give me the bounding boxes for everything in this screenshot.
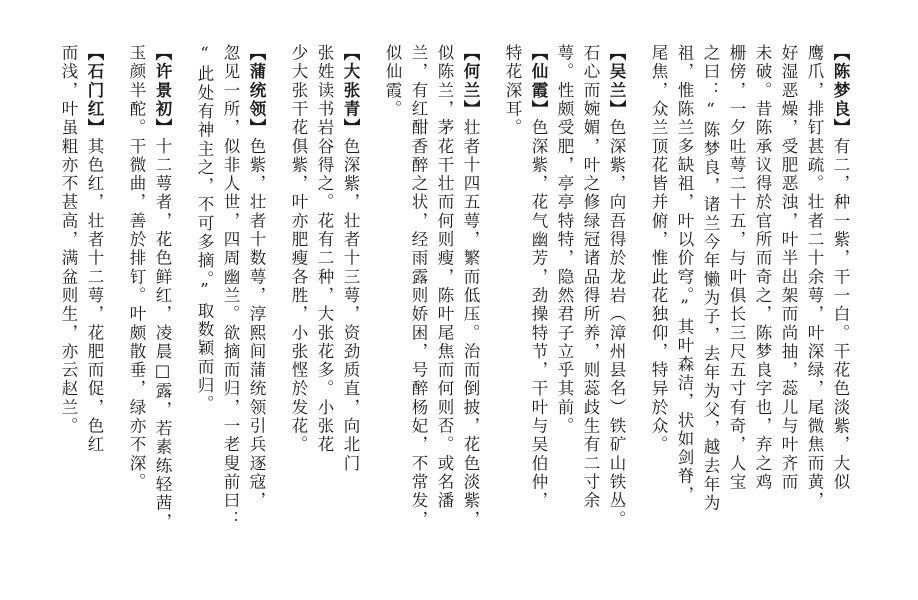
entry-heading: 【何兰】 bbox=[461, 44, 480, 119]
column-text: 兰，有红酣香醉之状，经雨露则娇困，号醉杨妃，不常发， bbox=[409, 44, 428, 529]
column-text: 祖，惟陈兰多缺祖，叶以价穹。”其叶森洁，状如剑脊， bbox=[675, 44, 694, 505]
entry-heading: 【蒲统领】 bbox=[247, 44, 266, 138]
text-column-23 bbox=[192, 44, 216, 574]
text-column-26 bbox=[82, 44, 106, 574]
column-text: 其色红，壮者十二萼，花肥而促，色红 bbox=[85, 137, 104, 455]
text-column-9 bbox=[604, 44, 628, 574]
column-text: 栅傍，一夕吐萼二十五，与叶俱长三尺五寸有奇，人宝 bbox=[727, 44, 746, 492]
text-column-8 bbox=[646, 44, 670, 574]
text-column-24 bbox=[150, 44, 174, 574]
column-text: 忽见一所，似非人世，四周幽兰。欲摘而归，一老叟前曰： bbox=[221, 44, 240, 529]
entry-heading: 【许景初】 bbox=[153, 44, 172, 138]
column-text: 十二萼者，花色鲜红，凌晨□露，若素练轻茜， bbox=[153, 137, 172, 532]
text-column-11 bbox=[552, 44, 576, 574]
text-column-19 bbox=[312, 44, 336, 574]
text-column-21 bbox=[244, 44, 268, 574]
column-text: “此处有神主之，不可多摘。”取数颖而归。 bbox=[195, 44, 214, 414]
text-column-2 bbox=[802, 44, 826, 574]
column-text: 色深紫，向吾得於龙岩（漳州县名）铁矿山铁丛。 bbox=[607, 118, 626, 529]
text-column-12 bbox=[526, 44, 550, 574]
column-text: 似陈兰，茅花干壮而何则瘦，陈叶尾焦而何则否。或名潘 bbox=[435, 44, 454, 511]
text-column-18 bbox=[338, 44, 362, 574]
text-column-5 bbox=[724, 44, 748, 574]
column-text: 色深紫，壮者十三萼，资劲质直，向北门 bbox=[341, 137, 360, 473]
text-column-22 bbox=[218, 44, 242, 574]
column-text: 玉颜半酡。干微曲，善於排钉。叶颇散垂，绿亦不深。 bbox=[127, 44, 146, 492]
text-column-27 bbox=[56, 44, 80, 574]
text-column-25 bbox=[124, 44, 148, 574]
text-column-14 bbox=[458, 44, 482, 574]
column-text: 似仙霞。 bbox=[383, 44, 402, 119]
text-column-16 bbox=[406, 44, 430, 574]
text-column-13 bbox=[500, 44, 524, 574]
text-column-3 bbox=[776, 44, 800, 574]
column-text: 色紫，壮者十数萼，淳熙间蒲统领引兵逐寇， bbox=[247, 137, 266, 511]
column-text: 尾焦，众兰顶花皆并俯，惟此花独仰，特异於众。 bbox=[649, 44, 668, 455]
column-text: 有二，种一紫，干一白。干花色淡紫，大似 bbox=[831, 137, 850, 492]
text-column-10 bbox=[578, 44, 602, 574]
column-text: 萼。性颇受肥，亭亭特特，隐然君子立乎其前。 bbox=[555, 44, 574, 436]
column-text: 石心而婉媚，叶之修绿冠诸品得所养，则蕊歧生有二寸余 bbox=[581, 44, 600, 511]
column-text: 张姓读书岩谷得之。花有二种，大张花多。小张花 bbox=[315, 44, 334, 455]
text-column-4 bbox=[750, 44, 774, 574]
text-column-6 bbox=[698, 44, 722, 574]
column-text: 特花深耳。 bbox=[503, 44, 522, 138]
text-column-1 bbox=[828, 44, 852, 574]
text-column-17 bbox=[380, 44, 404, 574]
entry-heading: 【仙霞】 bbox=[529, 44, 548, 119]
column-text: 未破。昔陈承议得於官所而奇之，陈梦良字也，弃之鸡 bbox=[753, 44, 772, 492]
text-column-15 bbox=[432, 44, 456, 574]
column-text: 色深紫，花气幽芳，劲操特节，干叶与吴伯仲， bbox=[529, 118, 548, 511]
entry-heading: 【大张青】 bbox=[341, 44, 360, 138]
column-text: 好湿恶燥，受肥恶浊，叶半出架而尚抽，蕊儿与叶齐而 bbox=[779, 44, 798, 492]
column-text: 鹰爪，排钉甚疏。壮者二十余萼，叶深绿，尾微焦而黄， bbox=[805, 44, 824, 511]
column-text: 少大张干花俱紫，叶亦肥瘦各胜，小张悭於发花。 bbox=[289, 44, 308, 455]
column-text: 而浅，叶虽粗亦不甚高，满盆则生，亦云赵兰。 bbox=[59, 44, 78, 436]
entry-heading: 【石门红】 bbox=[85, 44, 104, 138]
entry-heading: 【陈梦良】 bbox=[831, 44, 850, 138]
text-column-7 bbox=[672, 44, 696, 574]
column-text: 壮者十四五萼，繁而低压。治而倒披，花色淡紫， bbox=[461, 118, 480, 529]
text-column-20 bbox=[286, 44, 310, 574]
entry-heading: 【吴兰】 bbox=[607, 44, 626, 119]
column-text: 之曰：“陈梦良，诸兰今年懒为子，去年为父，越去年为 bbox=[701, 44, 720, 513]
